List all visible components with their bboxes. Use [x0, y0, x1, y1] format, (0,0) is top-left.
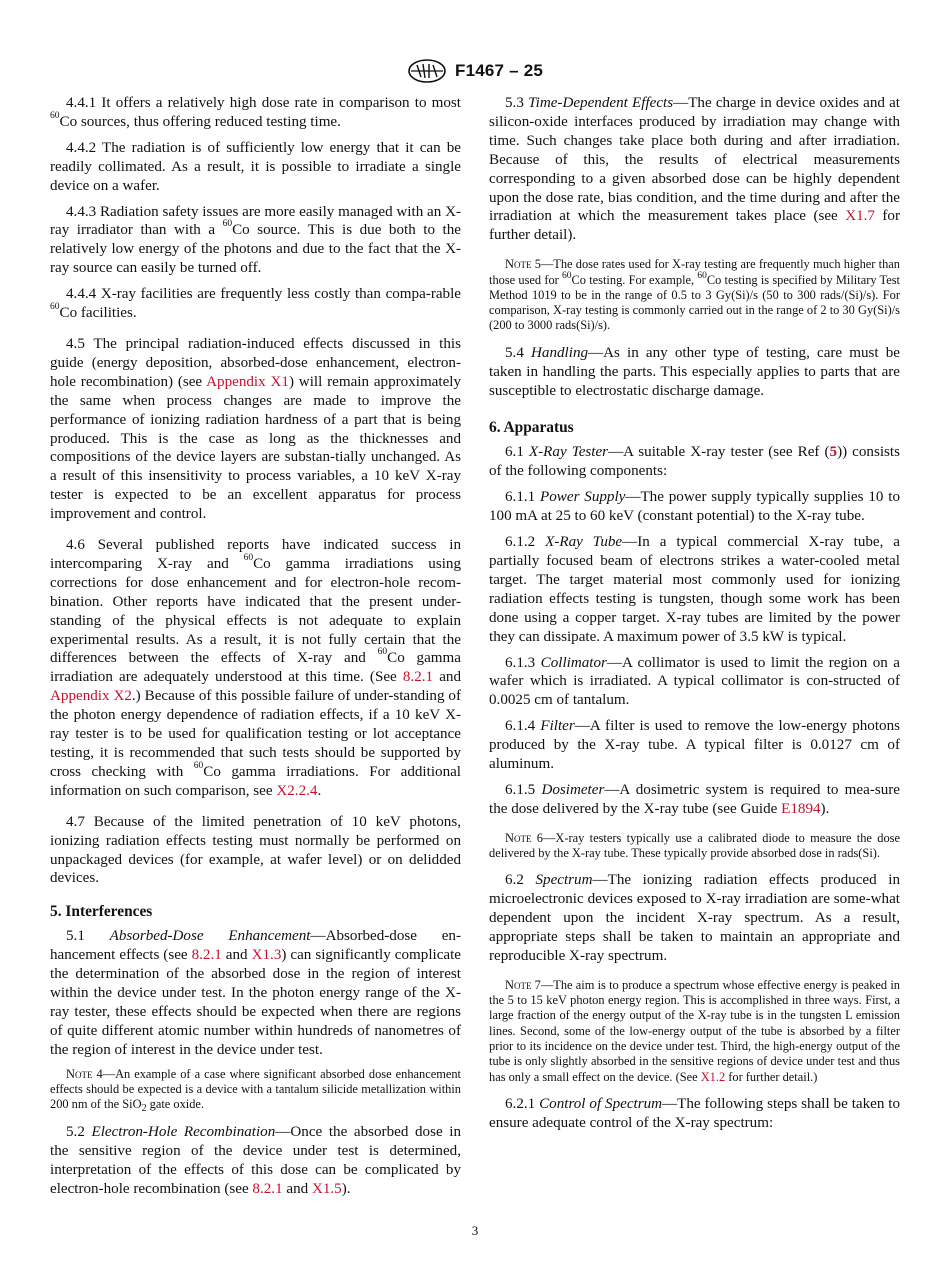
paragraph-5-1: 5.1 Absorbed-Dose Enhancement—Absorbed-dose en-hancement effects (see 8.2.1 and X1.3) can significantly complicate the determination of the absorbed dose in the region of interest within the device under test. In the photon energy range of the X-ray tester, these effects should be expected when there are regions of quite different atomic number within hundreds of nanometres of the region of interest in the device under test.: [50, 928, 462, 1058]
ref-e1894[interactable]: E1894: [781, 800, 821, 817]
note-6: Note 6—X-ray testers typically use a calibrated diode to measure the dose delivered by the X-ray tube. These typically provide absorbed dose in rads(Si).: [489, 830, 900, 861]
ref-x1-3[interactable]: X1.3: [251, 947, 282, 964]
page-number: 3: [471, 1223, 479, 1238]
ref-x2-2-4[interactable]: X2.2.4: [276, 782, 318, 799]
ref-8-2-1[interactable]: 8.2.1: [402, 669, 434, 686]
paragraph-6-1-4: 6.1.4 Filter—A filter is used to remove the low-energy photons produced by the X-ray tube. A typical filter is 0.0127 cm of aluminum.: [489, 718, 900, 773]
ref-appendix-x1[interactable]: Appendix X1: [206, 373, 289, 390]
standard-designation: F1467 – 25: [454, 61, 543, 80]
paragraph-6-1-2: 6.1.2 X-Ray Tube—In a typical commercial X-ray tube, a partially focused beam of electrons strikes a water-cooled metal target. The target material most commonly used for ionizing radiation effects testing is tungsten, though some work has been done using a copper target. X-ray tubes are limited by the power they can dissipate. A maximum power of 3.5 kW is typical.: [489, 534, 901, 645]
note-4: Note 4—An example of a case where significant absorbed dose enhancement effects should be expected is a device with a tantalum silicide metallization within 200 nm of the SiO$_2$ gate oxide.: [50, 1066, 461, 1115]
paragraph-5-4: 5.4 Handling—As in any other type of testing, care must be taken in handling the parts. This especially applies to parts that are susceptible to electrostatic discharge damage.: [489, 344, 900, 399]
paragraph-4-4-1: 4.4.1 It offers a relatively high dose rate in comparison to most $^{60}$Co sources, thus offering reduced testing time.: [50, 95, 461, 130]
paragraph-6-2-1: 6.2.1 Control of Spectrum—The following steps shall be taken to ensure adequate control of the X-ray spectrum:: [489, 1095, 901, 1131]
paragraph-4-7: 4.7 Because of the limited penetration of 10 keV photons, ionizing radiation effects testing must normally be performed on unpackaged devices (for example, at wafer level) or on delidded devices.: [50, 813, 461, 887]
paragraph-4-4-2: 4.4.2 The radiation is of sufficiently low energy that it can be readily collimated. As a result, it is possible to irradiate a single device on a wafer.: [50, 139, 461, 194]
paragraph-5-3: 5.3 Time-Dependent Effects—The charge in device oxides and at silicon-oxide interfaces produced by irradiation may change with time. Such changes take place both during and after irradiation. Because of this, the results of electrical measurements corresponding to a given absorbed dose can be highly dependent upon the dose rate, bias condition, and the time during and after the irradiation at which the measurement takes place (see X1.7 for further detail).: [489, 95, 901, 244]
page-header: [0, 56, 950, 86]
paragraph-4-5: 4.5 The principal radiation-induced effects discussed in this guide (energy deposition, absorbed-dose enhancement, electron-hole recombination) (see Appendix X1) will remain approximately the same when process changes are made to improve the performance of ionizing radiation hardness of a part that is being produced. This is the case as long as the thicknesses and compositions of the device layers are substan-tially unchanged. As a result of this insensitivity to process variables, a 10 keV X-ray tester is expected to be an excellent apparatus for process improvement and control.: [50, 335, 462, 523]
ref-8-2-1[interactable]: 8.2.1: [252, 1181, 283, 1197]
paragraph-6-1: 6.1 X-Ray Tester—A suitable X-ray tester (see Ref (5)) consists of the following components:: [489, 444, 900, 480]
ref-8-2-1[interactable]: 8.2.1: [191, 947, 222, 964]
paragraph-6-2: 6.2 Spectrum—The ionizing radiation effects produced in microelectronic devices exposed to X-ray irradiation are some-what dependent upon the incident X-ray spectrum. As a result, appropriate steps shall be taken to maintain an appropriate and reproducible X-ray spectrum.: [489, 872, 901, 964]
right-column: [489, 94, 900, 1140]
paragraph-4-6: 4.6 Several published reports have indicated success in intercomparing X-ray and $^{60}$Co gamma irradiations using corrections for dose enhancement and for electron-hole recom-bination. Other reports have indicated that the present under-standing of the physical effects is not adequate to explain experimental results. As a result, it is not fully certain that the differences between the effects of X-ray and $^{60}$Co gamma irradiation are adequately understood at this time. (See 8.2.1 and Appendix X2.) Because of this possible failure of under-standing of the photon energy dependence of radiation effects, if a 10 keV X-ray tester is to be used for qualification testing or lot acceptance testing, it is recommended that such tests should be supported by cross checking with $^{60}$Co gamma irradiations. For additional information on such comparison, see X2.2.4.: [50, 537, 462, 799]
paragraph-6-1-1: 6.1.1 Power Supply—The power supply typically supplies 10 to 100 mA at 25 to 60 keV (constant potential) to the X-ray tube.: [489, 489, 900, 525]
paragraph-6-1-3: 6.1.3 Collimator—A collimator is used to limit the region on a wafer which is irradiated. A typical collimator is con-structed of 0.0025 cm of tantalum.: [489, 654, 901, 709]
ref-x1-5[interactable]: X1.5: [311, 1181, 342, 1197]
note-7: Note 7—The aim is to produce a spectrum whose effective energy is peaked in the 5 to 15 keV photon energy region. This is accomplished in three ways. First, a large fraction of the energy output of the X-ray tube is in the tungsten L emission lines. Second, some of the low-energy output of the tube is absorbed by a filter prior to its incidence on the device under test. Third, the high-energy output of the tube is only slightly absorbed in the sensitive regions of device under test and thus has only a small effect on the device. (See X1.2 for further detail.): [489, 977, 900, 1084]
paragraph-5-2: 5.2 Electron-Hole Recombination—Once the absorbed dose in the sensitive region of the device under test is determined, interpretation of the effects of this dose can be complicated by electron-hole recombination (see 8.2.1 and X1.5).: [50, 1124, 462, 1197]
paragraph-4-4-4: 4.4.4 X-ray facilities are frequently less costly than compa-rable $^{60}$Co facilities.: [50, 286, 461, 322]
section-6-heading: 6. Apparatus: [489, 419, 574, 437]
ref-5[interactable]: 5: [829, 444, 838, 461]
astm-logo-icon: [407, 58, 447, 84]
note-5: Note 5—The dose rates used for X-ray testing are frequently much higher than those used for $^{60}$Co testing. For example, $^{60}$Co testing is specified by Military Test Method 1019 to be in the range of 0.5 to 3 Gy(Si)/s (50 to 300 rads/(Si)/s). For comparison, X-ray testing is commonly carried out in the range of 2 to 30 Gy(Si)/s (200 to 3000 rads(Si)/s).: [489, 257, 900, 333]
paragraph-6-1-5: 6.1.5 Dosimeter—A dosimetric system is required to mea-sure the dose delivered by the X-ray tube (see Guide E1894).: [489, 781, 900, 817]
left-column: [50, 94, 461, 1206]
ref-x1-7[interactable]: X1.7: [845, 208, 875, 225]
section-5-heading: 5. Interferences: [50, 903, 153, 921]
paragraph-4-4-3: 4.4.3 Radiation safety issues are more easily managed with an X-ray irradiator than with a $^{60}$Co source. This is due both to the relatively low energy of the photons and due to the fact that the X-ray source can easily be turned off.: [50, 203, 462, 277]
ref-x1-2[interactable]: X1.2: [700, 1069, 726, 1084]
ref-appendix-x2[interactable]: Appendix X2: [50, 688, 132, 705]
